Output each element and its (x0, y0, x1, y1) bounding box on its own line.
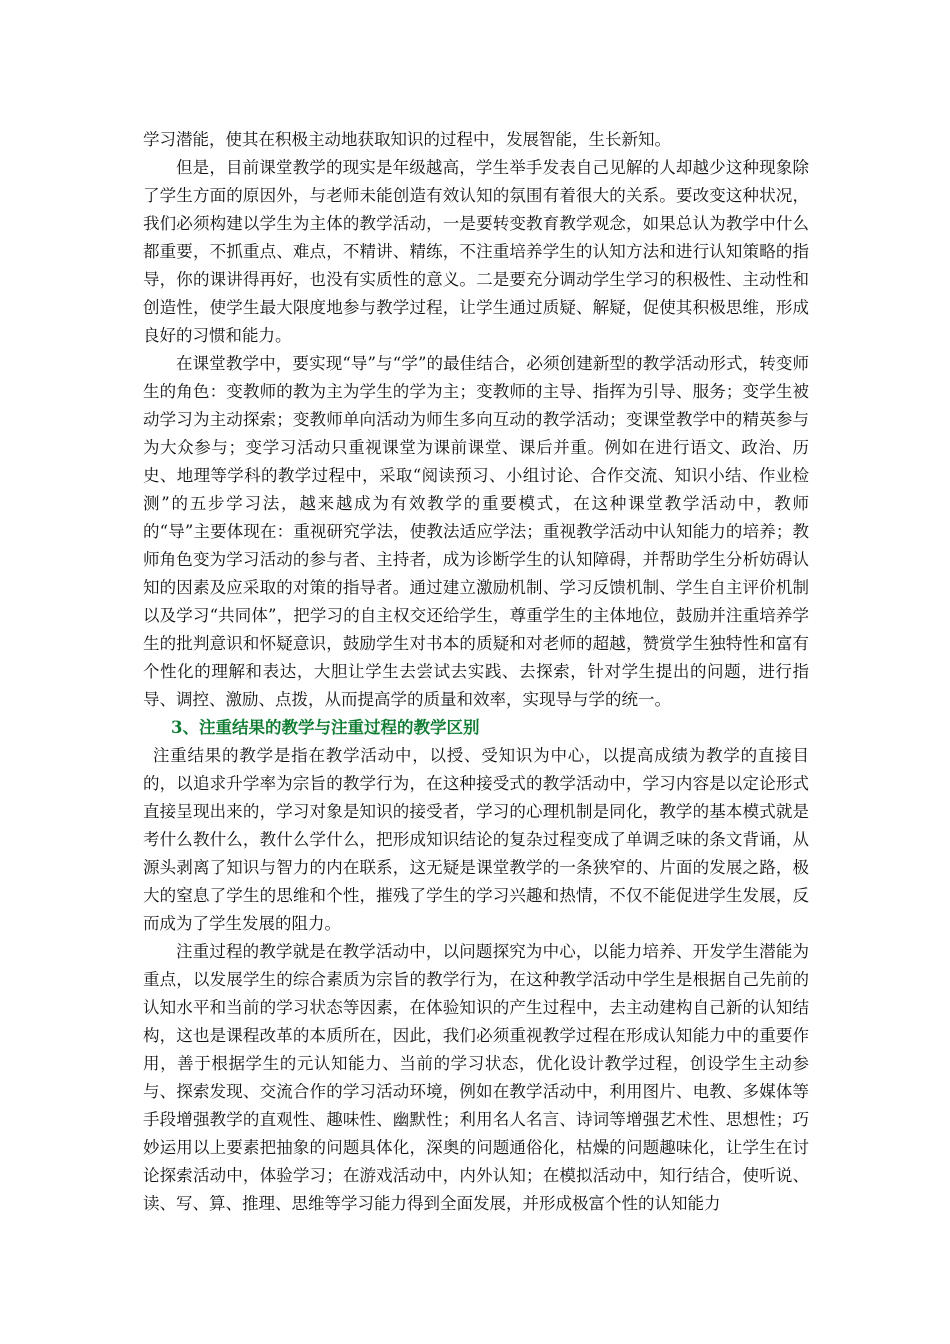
section-heading: 3、注重结果的教学与注重过程的教学区别 (171, 718, 480, 737)
paragraph-process-oriented: 注重过程的教学就是在教学活动中，以问题探究为中心，以能力培养、开发学生潜能为重点，以发展学生的综合素质为宗旨的教学行为，在这种教学活动中学生是根据自己先前的认知水平和当前的学习状态等因素，在体验知识的产生过程中，去主动建构自己新的认知结构，这也是课程改革的本质所在，因此，我们必须重视教学过程在形成认知能力中的重要作用，善于根据学生的元认知能力、当前的学习状态，优化设计教学过程，创设学生主动参与、探索发现、交流合作的学习活动环境，例如在教学活动中，利用图片、电教、多媒体等手段增强教学的直观性、趣味性、幽默性；利用名人名言、诗词等增强艺术性、思想性；巧妙运用以上要素把抽象的问题具体化，深奥的问题通俗化，枯燥的问题趣味化，让学生在讨论探索活动中，体验学习；在游戏活动中，内外认知；在模拟活动中，知行结合，使听说、读、写、算、推理、思维等学习能力得到全面发展，并形成极富个性的认知能力 (143, 942, 809, 1213)
paragraph-result-oriented: 注重结果的教学是指在教学活动中，以授、受知识为中心，以提高成绩为教学的直接目的，以追求升学率为宗旨的教学行为，在这种接受式的教学活动中，学习内容是以定论形式直接呈现出来的，学习对象是知识的接受者，学习的心理机制是同化，教学的基本模式就是考什么教什么，教什么学什么，把形成知识结论的复杂过程变成了单调乏味的条文背诵，从源头剥离了知识与智力的内在联系，这无疑是课堂教学的一条狭窄的、片面的发展之路，极大的窒息了学生的思维和个性，摧残了学生的学习兴趣和热情，不仅不能促进学生发展，反而成为了学生发展的阻力。 (143, 746, 809, 933)
paragraph-continuation: 学习潜能，使其在积极主动地获取知识的过程中，发展智能，生长新知。 (143, 130, 671, 149)
paragraph-guide-and-learn: 在课堂教学中，要实现“导”与“学”的最佳结合，必须创建新型的教学活动形式，转变师生的角色：变教师的教为主为学生的学为主；变教师的主导、指挥为引导、服务；变学生被动学习为主动探索；变教师单向活动为师生多向互动的教学活动；变课堂教学中的精英参与为大众参与；变学习活动只重视课堂为课前课堂、课后并重。例如在进行语文、政治、历史、地理等学科的教学过程中，采取“阅读预习、小组讨论、合作交流、知识小结、作业检测”的五步学习法，越来越成为有效教学的重要模式，在这种课堂教学活动中，教师的“导”主要体现在：重视研究学法，使教法适应学法；重视教学活动中认知能力的培养；教师角色变为学习活动的参与者、主持者，成为诊断学生的认知障碍，并帮助学生分析妨碍认知的因素及应采取的对策的指导者。通过建立激励机制、学习反馈机制、学生自主评价机制以及学习“共同体”，把学习的自主权交还给学生，尊重学生的主体地位，鼓励并注重培养学生的批判意识和怀疑意识，鼓励学生对书本的质疑和对老师的超越，赞赏学生独特性和富有个性化的理解和表达，大胆让学生去尝试去实践、去探索，针对学生提出的问题，进行指导、调控、激励、点拨，从而提高学的质量和效率，实现导与学的统一。 (143, 354, 809, 709)
document-page (143, 126, 809, 1218)
paragraph-classroom-reality: 但是，目前课堂教学的现实是年级越高，学生举手发表自己见解的人却越少这种现象除了学生方面的原因外，与老师未能创造有效认知的氛围有着很大的关系。要改变这种状况，我们必须构建以学生为主体的教学活动，一是要转变教育教学观念，如果总认为教学中什么都重要，不抓重点、难点，不精讲、精练，不注重培养学生的认知方法和进行认知策略的指导，你的课讲得再好，也没有实质性的意义。二是要充分调动学生学习的积极性、主动性和创造性，使学生最大限度地参与教学过程，让学生通过质疑、解疑，促使其积极思维，形成良好的习惯和能力。 (143, 158, 809, 345)
